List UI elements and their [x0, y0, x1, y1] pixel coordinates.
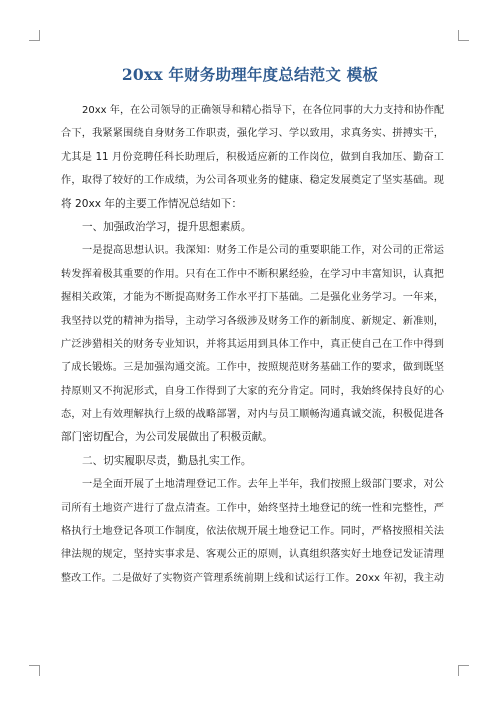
text-line: 一是全面开展了土地清理登记工作。去年上半年，我们按照上级部门要求，对公: [82, 479, 444, 491]
text-line: 司所有土地资产进行了盘点清查。工作中，始终坚持土地登记的统一性和完整性，严: [61, 502, 444, 514]
document-title: 20xx 年财务助理年度总结范文 模板: [121, 65, 379, 84]
crop-mark-bottom-right: [458, 665, 469, 676]
text-line: 握相关政策，才能为不断提高财务工作水平打下基础。二是强化业务学习。一年来，: [61, 292, 444, 304]
text-line: 尤其是 11 月份竞聘任科长助理后，积极适应新的工作岗位，做到自我加压、勤奋工: [61, 151, 444, 163]
text-line: 作，取得了较好的工作成绩，为公司各项业务的健康、稳定发展奠定了坚实基础。现: [61, 175, 444, 187]
text-line: 格执行土地登记各项工作制度，依法依规开展土地登记工作。同时，严格按照相关法: [61, 526, 444, 538]
text-line: 部门密切配合，为公司发展做出了积极贡献。: [61, 431, 273, 444]
section-heading: 一、加强政治学习，提升思想素质。: [82, 220, 252, 233]
text-line: 广泛涉猎相关的财务专业知识，并将其运用到具体工作中，真正使自己在工作中得到: [61, 338, 444, 350]
crop-mark-top-right: [458, 30, 469, 41]
text-line: 整改工作。二是做好了实物资产管理系统前期上线和试运行工作。20xx 年初，我主动: [61, 572, 444, 584]
text-line: 持原则又不拘泥形式，自身工作得到了大家的充分肯定。同时，我始终保持良好的心: [61, 385, 444, 397]
text-line: 态，对上有效理解执行上级的战略部署，对内与员工顺畅沟通真诚交流，积极促进各: [61, 409, 444, 421]
document-body: [61, 99, 444, 590]
text-line: 了成长锻炼。三是加强沟通交流。工作中，按照规范财务基础工作的要求，做到既坚: [61, 362, 444, 374]
crop-mark-top-left: [29, 30, 40, 41]
text-line: 我坚持以党的精神为指导，主动学习各级涉及财务工作的新制度、新规定、新准则，: [61, 315, 444, 327]
text-line: 律法规的规定，坚持实事求是、客观公正的原则，认真组织落实好土地登记发证清理: [61, 549, 444, 561]
text-line: 将 20xx 年的主要工作情况总结如下：: [61, 197, 243, 210]
text-line: 转发挥着极其重要的作用。只有在工作中不断积累经验，在学习中丰富知识，认真把: [61, 268, 444, 280]
text-line: 20xx 年，在公司领导的正确领导和精心指导下，在各位同事的大力支持和协作配: [82, 105, 444, 116]
text-line: 合下，我紧紧围绕自身财务工作职责，强化学习、学以致用，求真务实、拼搏实干，: [61, 128, 444, 140]
text-line: 一是提高思想认识。我深知：财务工作是公司的重要职能工作，对公司的正常运: [82, 245, 444, 257]
crop-mark-bottom-left: [29, 665, 40, 676]
section-heading: 二、切实履职尽责，勤恳扎实工作。: [82, 454, 252, 467]
